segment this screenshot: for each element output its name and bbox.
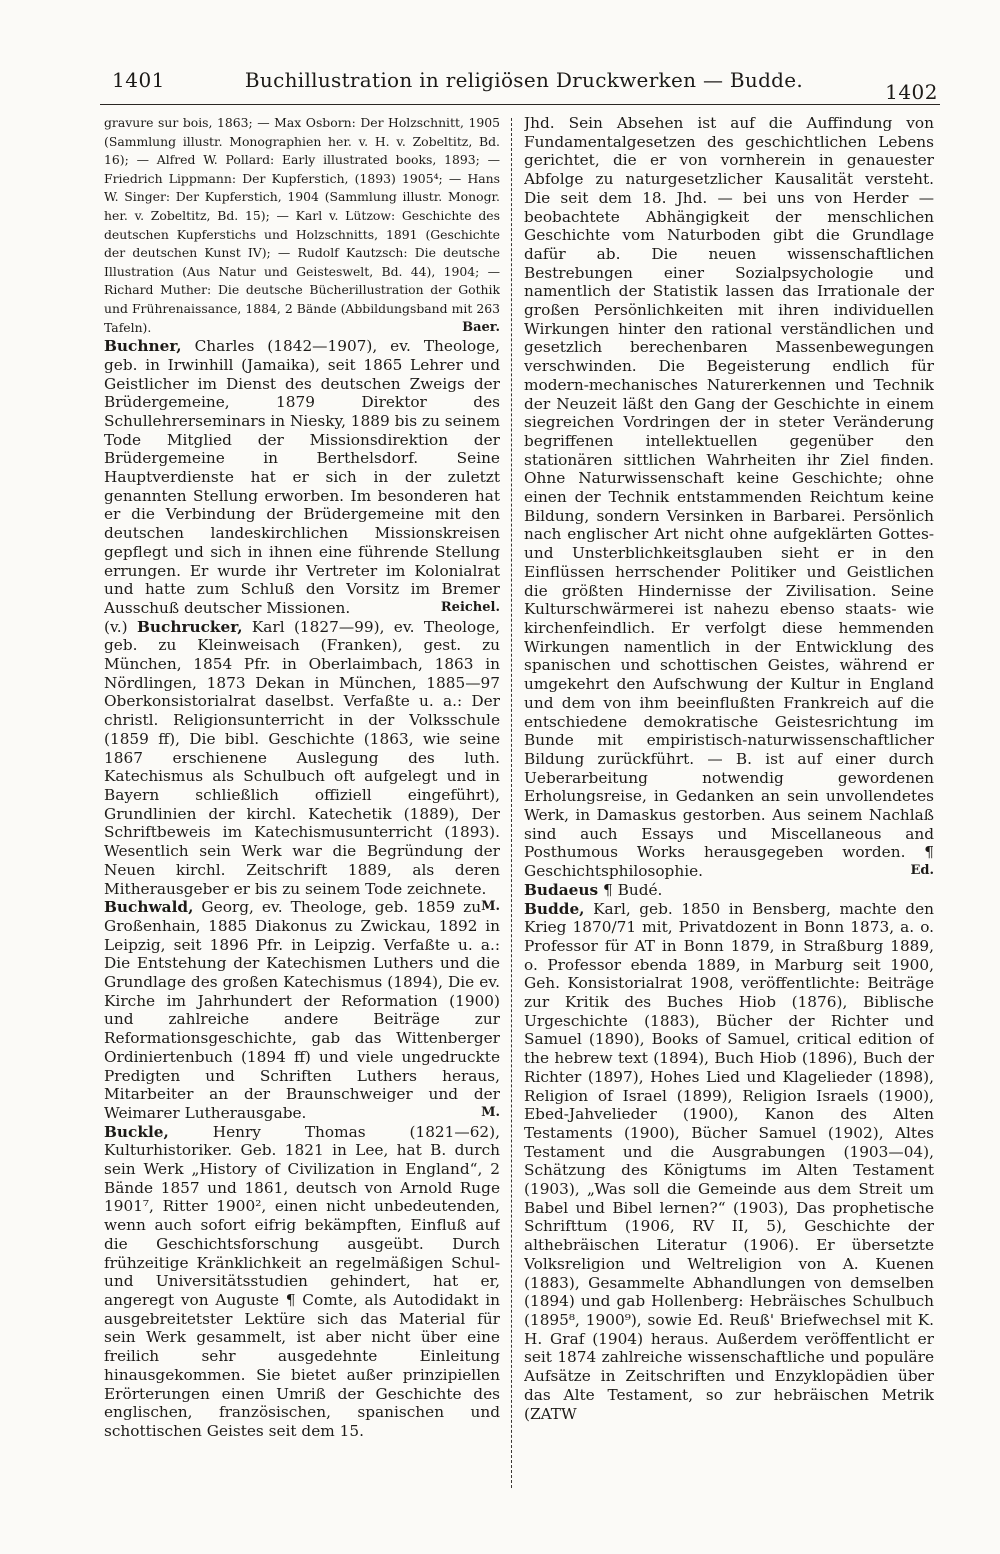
running-title: Buchillustration in religiösen Druckwerken — Budde. xyxy=(244,68,804,92)
entry-buchwald xyxy=(104,898,500,1122)
signature: Ed. xyxy=(910,863,934,879)
entry-buckle xyxy=(104,1123,500,1441)
entry-text: Henry Thomas (1821—62), Kulturhistoriker. Geb. 1821 in Lee, hat B. durch sein Werk „History of Civilization in England“, 2 Bände 1857 und 1861, deutsch von Arnold Ruge 1901⁷, Ritter 1900², einen nicht unbedeutenden, wenn auch sofort eifrig bekämpften, Einfluß auf die Geschichtsforschung ausgeübt. Durch frühzeitige Kränklichkeit an regelmäßigen Schul- und Universitätsstudien gehindert, hat er, angeregt von Auguste ¶ Comte, als Autodidakt in ausgebreitetster Lektüre sich das Material für sein Werk gesammelt, ist aber nicht über eine freilich sehr ausgedehnte Einleitung hinausgekommen. Sie bietet außer prinzipiellen Erörterungen einen Umriß der Geschichte des englischen, französischen, spanischen und schottischen Geistes seit dem 15. xyxy=(104,1122,500,1440)
signature: M. xyxy=(481,1104,500,1120)
cross-reference: ¶ Budé. xyxy=(603,880,663,899)
entry-headword: Budde, xyxy=(524,899,585,918)
entry-text: Georg, ev. Theologe, geb. 1859 zu Großenhain, 1885 Diakonus zu Zwickau, 1892 in Leipzig, seit 1896 Pfr. in Leipzig. Verfaßte u. a.: Die Entstehung der Katechismen Luthers und die Grundlage des großen Katechismus (1894), Die ev. Kirche im Jahrhundert der Reformation (1900) und zahlreiche andere Beiträge zur Reformationsgeschichte, gab das Wittenberger Ordiniertenbuch (1894 ff) und viele ungedruckte Predigten und Schriften Luthers heraus, Mitarbeiter an der Braunschweiger und der Weimarer Lutherausgabe. xyxy=(104,898,500,1122)
entry-prefix: (v.) xyxy=(104,617,128,636)
left-column-number: 1401 xyxy=(112,68,165,92)
buckle-continuation xyxy=(524,114,934,881)
entry-text: Karl, geb. 1850 in Bensberg, machte den Krieg 1870/71 mit, Privatdozent in Bonn 1873, a. o. Professor für AT in Bonn 1879, in Straßburg 1889, o. Professor ebenda 1889, in Marburg seit 1900, Geh. Konsistorialrat 1908, veröffentlichte: Beiträge zur Kritik des Buches Hiob (1876), Biblische Urgeschichte (1883), Bücher der Richter und Samuel (1890), Books of Samuel, critical edition of the hebrew text (1894), Buch Hiob (1896), Buch der Richter (1897), Hohes Lied und Klagelieder (1898), Religion of Israel (1899), Religion Israels (1900), Ebed-Jahvelieder (1900), Kanon des Alten Testaments (1900), Bücher Samuel (1902), Altes Testament und die Ausgrabungen (1903—04), Schätzung des Königtums im Alten Testament (1903), „Was soll die Gemeinde aus dem Streit um Babel und Bibel lernen?“ (1903), Das prophetische Schrifttum (1906, RV II, 5), Geschichte der althebräischen Literatur (1906). Er übersetzte Volksreligion und Weltreligion von A. Kuenen (1883), Gesammelte Abhandlungen von demselben (1894) und gab Hollenberg: Hebräisches Schulbuch (1895⁸, 1900⁹), sowie Ed. Reuß' Briefwechsel mit K. H. Graf (1904) heraus. Außerdem veröffentlicht er seit 1874 zahlreiche wissenschaftliche und populäre Aufsätze in Zeitschriften und Enzyklopädien über das Alte Testament, so zur hebräischen Metrik (ZATW xyxy=(524,899,934,1423)
column-divider xyxy=(511,118,512,1488)
bibliography-text: gravure sur bois, 1863; — Max Osborn: Der Holzschnitt, 1905 (Sammlung illustr. Monographien her. v. H. v. Zobeltitz, Bd. 16); — Alfred W. Pollard: Early illustrated books, 1893; — Friedrich Lippmann: Der Kupferstich, (1893) 1905⁴; — Hans W. Singer: Der Kupferstich, 1904 (Sammlung illustr. Monogr. her. v. Zobeltitz, Bd. 15); — Karl v. Lützow: Geschichte des deutschen Kupferstichs und Holzschnitts, 1891 (Geschichte der deutschen Kunst IV); — Rudolf Kautzsch: Die deutsche Illustration (Aus Natur und Geisteswelt, Bd. 44), 1904; — Richard Muther: Die deutsche Bücherillustration der Gothik und Frührenaissance, 1884, 2 Bände (Abbildungsband mit 263 Tafeln). xyxy=(104,115,500,335)
entry-headword: Buchner, xyxy=(104,337,182,356)
header-rule xyxy=(100,104,940,105)
entry-headword: Buchrucker, xyxy=(136,617,243,636)
entry-headword: Budaeus xyxy=(524,880,599,899)
entry-headword: Buchwald, xyxy=(104,898,194,917)
entry-budde xyxy=(524,900,934,1424)
entry-text: Karl (1827—99), ev. Theologe, geb. zu Kleinweisach (Franken), gest. zu München, 1854 Pfr. in Oberlaimbach, 1863 in Nördlingen, 1873 Dekan in München, 1885—97 Oberkonsistorialrat daselbst. Verfaßte u. a.: Der christl. Religionsunterricht in der Volksschule (1859 ff), Die bibl. Geschichte (1863, wie seine 1867 erschienene Auslegung des luth. Katechismus als Schulbuch oft aufgelegt und in Bayern schließlich offiziell eingeführt), Grundlinien der kirchl. Katechetik (1889), Der Schriftbeweis im Katechismusunterricht (1893). Wesentlich sein Werk war die Begründung der Neuen kirchl. Zeitschrift 1889, als deren Mitherausgeber er bis zu seinem Tode zeichnete. xyxy=(104,617,500,898)
continuation-text: Jhd. Sein Absehen ist auf die Auffindung von Fundamentalgesetzen des geschichtlichen Lebens gerichtet, die er von vornherein in genauester Abfolge zu naturgesetzlicher Kausalität versteht. Die seit dem 18. Jhd. — bei uns von Herder — beobachtete Abhängigkeit der menschlichen Geschichte vom Naturboden gibt die Grundlage dafür ab. Die neuen wissenschaftlichen Bestrebungen einer Sozialpsychologie und namentlich der Statistik lassen das Irrationale der großen Persönlichkeiten mit ihren individuellen Wirkungen hinter den rational verständlichen und gesetzlich berechenbaren Massenbewegungen verschwinden. Die Begeisterung endlich für modern-mechanisches Naturerkennen und Technik der Neuzeit läßt den Gang der Geschichte in einem siegreichen Vordringen der in steter Veränderung begriffenen intellektuellen gegenüber den stationären sittlichen Wahrheiten ihr Ziel finden. Ohne Naturwissenschaft keine Geschichte; ohne einen der Technik entstammenden Reichtum keine Bildung, sondern Versinken in Barbarei. Persönlich nach englischer Art nicht ohne aufgeklärten Gottes- und Unsterblichkeitsglauben sieht er in den Einflüssen herrschender Politiker und Geistlichen die größten Hindernisse der Zivilisation. Seine Kulturschwärmerei ist nahezu ebenso staats- wie kirchenfeindlich. Er verfolgt diese hemmenden Wirkungen namentlich in der Entwicklung des spanischen und schottischen Geistes, während er umgekehrt den Aufschwung der Kultur in England und dem von ihm beeinflußten Frankreich auf die entschiedene demokratische Geistesrichtung im Bunde mit empiristisch-naturwissenschaftlicher Bildung zurückführt. — B. ist auf einer durch Ueberarbeitung notwendig gewordenen Erholungsreise, in Gedanken an sein unvollendetes Werk, in Damaskus gestorben. Aus seinem Nachlaß sind auch Essays und Miscellaneous and Posthumous Works herausgegeben worden. ¶ Geschichtsphilosophie. xyxy=(524,114,934,881)
page-header xyxy=(100,62,948,102)
entry-headword: Buckle, xyxy=(104,1122,169,1141)
entry-text: Charles (1842—1907), ev. Theologe, geb. in Irwinhill (Jamaika), seit 1865 Lehrer und Geistlicher im Dienst des deutschen Zweigs der Brüdergemeine, 1879 Direktor des Schullehrerseminars in Niesky, 1889 bis zu seinem Tode Mitglied der Missionsdirektion der Brüdergemeine in Berthelsdorf. Seine Hauptverdienste hat er sich in der zuletzt genannten Stellung erworben. Im besonderen hat er die Verbindung der Brüdergemeine mit den deutschen landeskirchlichen Missionskreisen gepflegt und sich in ihnen eine führende Stellung errungen. Er wurde ihr Vertreter im Kolonialrat und hatte zum Schluß den Vorsitz im Bremer Ausschuß deutscher Missionen. xyxy=(104,337,500,617)
signature: Reichel. xyxy=(440,599,500,615)
entry-budaeus xyxy=(524,881,934,900)
signature: Baer. xyxy=(462,319,500,335)
right-column xyxy=(524,114,934,1494)
entry-buchner xyxy=(104,337,500,618)
signature: M. xyxy=(481,899,500,915)
left-column xyxy=(104,114,500,1494)
right-column-number: 1402 xyxy=(885,80,938,104)
bibliography-paragraph xyxy=(104,114,500,337)
